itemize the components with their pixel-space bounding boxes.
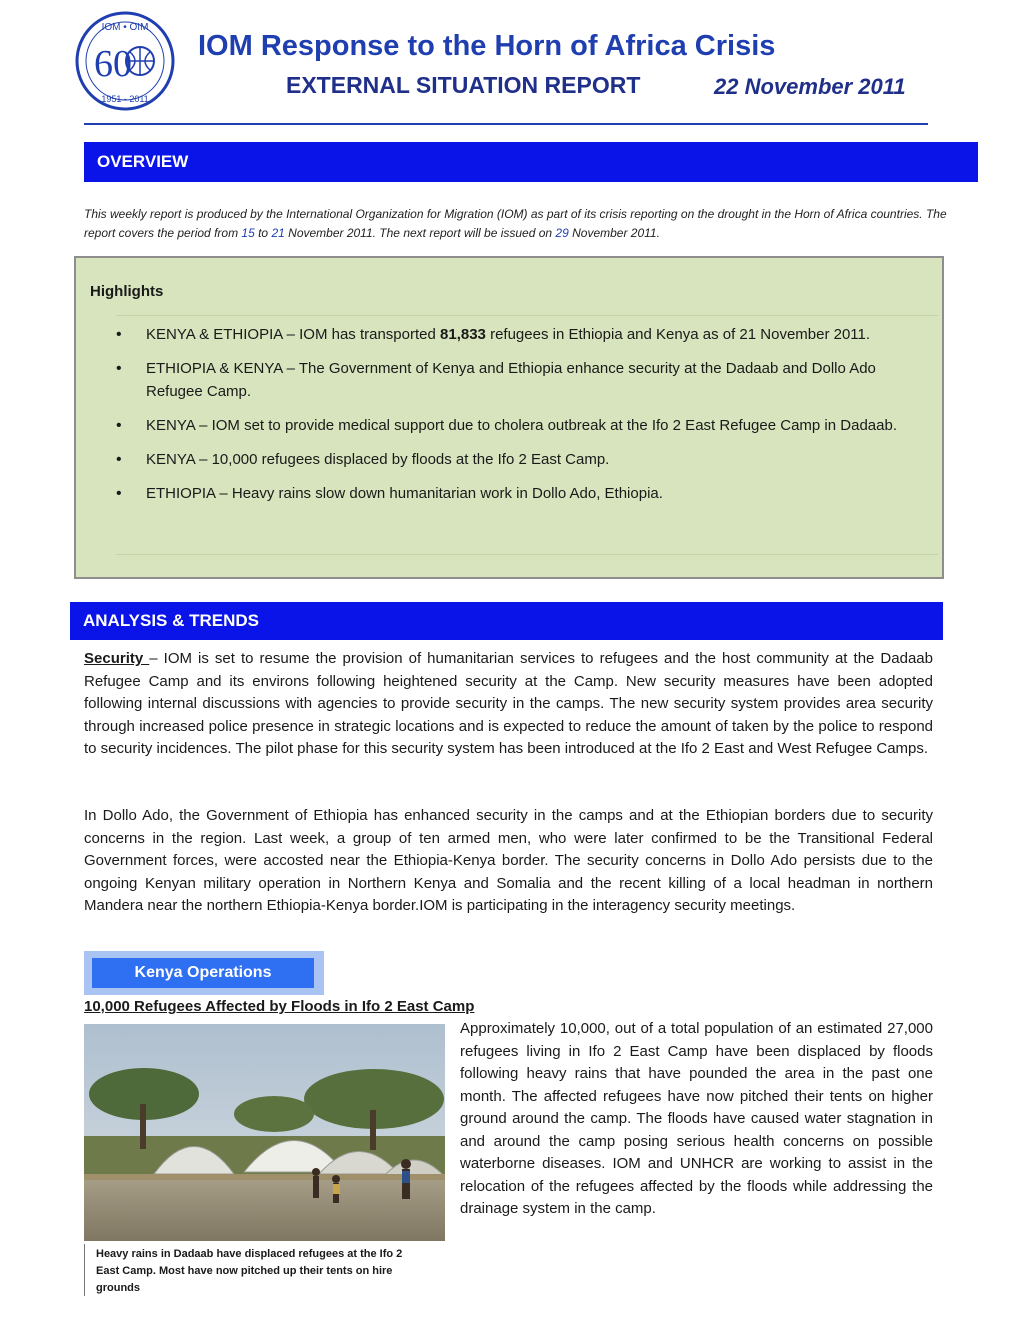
iom-60-anniversary-logo	[74, 10, 176, 112]
highlight-item: • ETHIOPIA – Heavy rains slow down humanitarian work in Dollo Ado, Ethiopia.	[116, 482, 916, 505]
header-divider	[84, 123, 928, 125]
intro-paragraph: This weekly report is produced by the International Organization for Migration (IOM) as part of its crisis reporting on the drought in the Horn of Africa countries. The report covers the period from 15 to 21 November 2011. The next report will be issued on 29 November 2011.	[84, 207, 947, 240]
logo-years: 1951 - 2011	[101, 94, 149, 104]
highlights-title: Highlights	[90, 283, 164, 300]
report-title: IOM Response to the Horn of Africa Crisis	[198, 30, 776, 62]
overview-heading: OVERVIEW	[84, 142, 978, 182]
highlights-box	[74, 256, 944, 579]
kenya-operations-label: Kenya Operations	[92, 958, 314, 988]
security-label: Security	[84, 650, 150, 667]
highlight-item: • ETHIOPIA & KENYA – The Government of Kenya and Ethiopia enhance security at the Dadaab and Dollo Ado Refugee Camp.	[116, 357, 916, 403]
highlight-item: • KENYA – 10,000 refugees displaced by floods at the Ifo 2 East Camp.	[116, 448, 916, 471]
logo-top-text: IOM • OIM	[101, 22, 149, 33]
article-title: 10,000 Refugees Affected by Floods in Ifo 2 East Camp	[84, 998, 475, 1015]
report-subtitle: EXTERNAL SITUATION REPORT	[286, 72, 641, 98]
dollo-ado-paragraph: In Dollo Ado, the Government of Ethiopia has enhanced security in the camps and at the Ethiopian borders due to security concerns in the region. Last week, a group of ten armed men, who were later confirmed to be the Transitional Federal Government forces, were accosted near the Ethiopia-Kenya border. The security concerns in Dollo Ado persists due to the ongoing Kenyan military operation in Northern Kenya and Somalia and the recent killing of a local headman in northern Mandera near the northern Ethiopia-Kenya border.IOM is participating in the interagency security meetings.	[84, 807, 933, 914]
highlights-list	[116, 323, 916, 516]
report-date: 22 November 2011	[714, 74, 906, 99]
highlights-rule	[116, 315, 938, 316]
flooded-camp-photo	[84, 1024, 445, 1241]
caption-rule	[84, 1244, 85, 1296]
highlight-item: • KENYA & ETHIOPIA – IOM has transported 81,833 refugees in Ethiopia and Kenya as of 21 November 2011.	[116, 323, 916, 346]
logo-number: 60	[94, 43, 132, 85]
security-paragraph: Security – IOM is set to resume the provision of humanitarian services to refugees and the host community at the Dadaab Refugee Camp and its environs following heightened security at the Camp. New security measures have been adopted following internal discussions with agencies to provide security in the camps. The new security system provides area security through increased police presence in strategic locations and is expected to reduce the amount of taken by the police to respond to security incidences. The pilot phase for this security system has been introduced at the Ifo 2 East and West Refugee Camps.	[84, 650, 933, 757]
analysis-heading: ANALYSIS & TRENDS	[70, 602, 943, 640]
kenya-operations-tab	[84, 951, 324, 995]
highlight-item: • KENYA – IOM set to provide medical support due to cholera outbreak at the Ifo 2 East Refugee Camp in Dadaab.	[116, 414, 916, 437]
highlights-rule	[116, 554, 938, 555]
photo-caption: Heavy rains in Dadaab have displaced refugees at the Ifo 2 East Camp. Most have now pitched up their tents on hire grounds	[96, 1248, 403, 1294]
floods-article-text: Approximately 10,000, out of a total population of an estimated 27,000 refugees living in Ifo 2 East Camp have been displaced by floods following heavy rains that have pounded the area in the past one month. The affected refugees have now pitched their tents on higher ground around the camp. The floods have caused water stagnation in and around the camp posing serious health concerns on possible waterborne diseases. IOM and UNHCR are working to assist in the relocation of the refugees affected by the floods while addressing the drainage system in the camp.	[460, 1020, 933, 1217]
